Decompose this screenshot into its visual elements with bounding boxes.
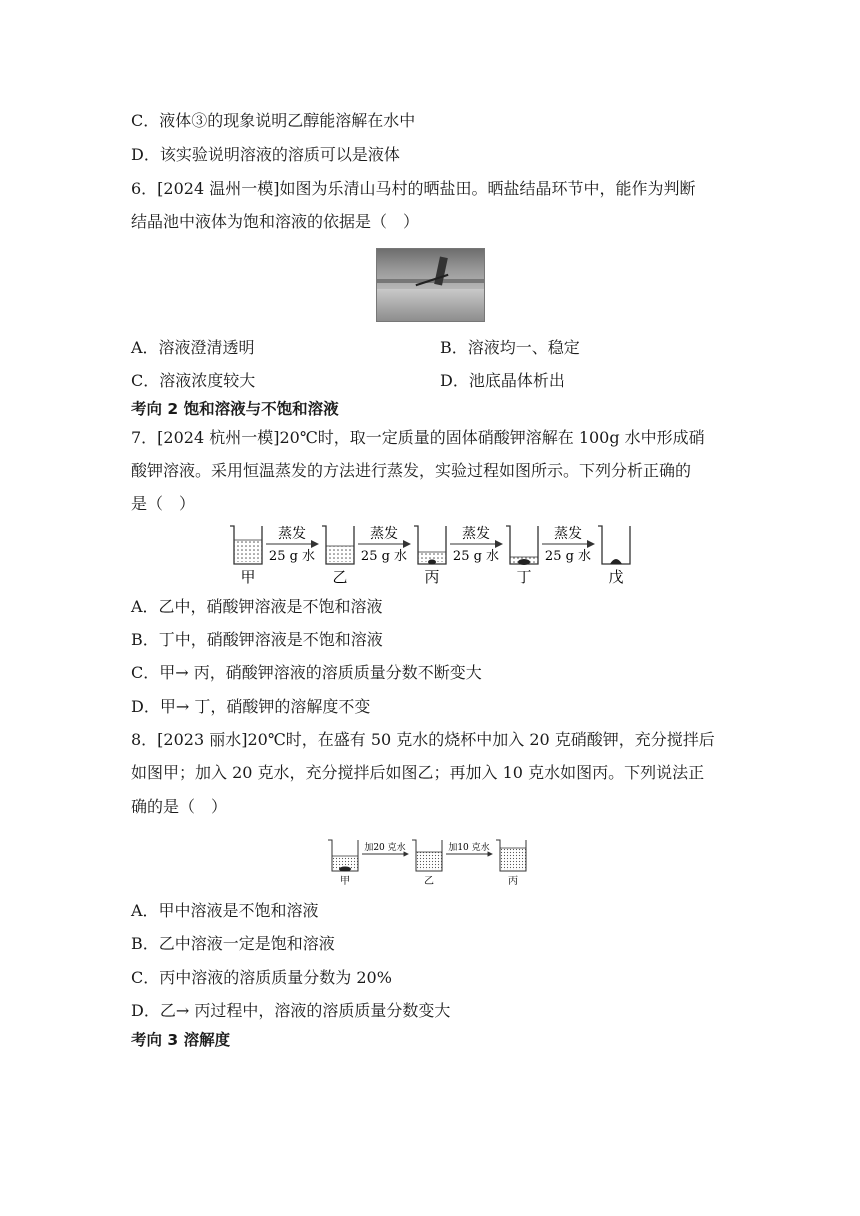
section-heading-2: 考向 2 饱和溶液与不饱和溶液 bbox=[131, 400, 339, 418]
q7-option-c: C．甲→ 丙，硝酸钾溶液的溶质质量分数不断变大 bbox=[131, 663, 482, 682]
q7-option-d: D．甲→ 丁，硝酸钾的溶解度不变 bbox=[131, 697, 371, 716]
q8-option-a: A．甲中溶液是不饱和溶液 bbox=[131, 901, 319, 920]
arrow-label-bottom-3: 25 g 水 bbox=[452, 549, 500, 564]
arrow-label-add20: 加20 克水 bbox=[364, 843, 406, 853]
q5-option-d: D．该实验说明溶液的溶质可以是液体 bbox=[131, 145, 400, 164]
arrow-label-add10: 加10 克水 bbox=[448, 843, 490, 853]
q8-option-b: B．乙中溶液一定是饱和溶液 bbox=[131, 934, 335, 953]
q8-stem-line3: 确的是（ ） bbox=[131, 797, 228, 816]
beaker-label-yi: 乙 bbox=[332, 568, 348, 586]
arrow-label-bottom-4: 25 g 水 bbox=[544, 549, 592, 564]
q7-stem-line1: 7．[2024 杭州一模]20℃时，取一定质量的固体硝酸钾溶解在 100g 水中形成硝 bbox=[131, 428, 705, 447]
beaker-label-ding: 丁 bbox=[516, 568, 532, 586]
beaker-label-bing: 丙 bbox=[424, 568, 440, 586]
q6-option-c: C．溶液浓度较大 bbox=[131, 371, 256, 390]
beaker-yi bbox=[322, 526, 354, 564]
arrow-label-bottom-2: 25 g 水 bbox=[360, 549, 408, 564]
q7-stem-line2: 酸钾溶液。采用恒温蒸发的方法进行蒸发，实验过程如图所示。下列分析正确的 bbox=[131, 461, 692, 480]
beaker-wu bbox=[598, 526, 630, 564]
q6-option-a: A．溶液澄清透明 bbox=[131, 338, 255, 357]
q5-option-c: C．液体③的现象说明乙醇能溶解在水中 bbox=[131, 111, 416, 130]
section-heading-3: 考向 3 溶解度 bbox=[131, 1031, 231, 1049]
q6-stem-line1: 6．[2024 温州一模]如图为乐清山马村的晒盐田。晒盐结晶环节中，能作为判断 bbox=[131, 179, 696, 198]
arrow-label-top-1: 蒸发 bbox=[278, 526, 306, 542]
beaker-yi-8 bbox=[412, 840, 442, 871]
beaker-bing bbox=[414, 526, 446, 565]
beaker-jia-8 bbox=[328, 840, 358, 872]
beaker-label-bing-8: 丙 bbox=[508, 876, 518, 887]
beaker-ding bbox=[506, 526, 538, 565]
q6-option-b: B．溶液均一、稳定 bbox=[440, 338, 580, 357]
q8-option-d: D．乙→ 丙过程中，溶液的溶质质量分数变大 bbox=[131, 1001, 451, 1020]
beaker-label-wu: 戊 bbox=[608, 568, 624, 586]
arrow-label-bottom-1: 25 g 水 bbox=[268, 549, 316, 564]
beaker-label-jia: 甲 bbox=[240, 568, 256, 586]
q8-stem-line1: 8．[2023 丽水]20℃时，在盛有 50 克水的烧杯中加入 20 克硝酸钾，充分搅拌后 bbox=[131, 730, 715, 749]
q7-option-a: A．乙中，硝酸钾溶液是不饱和溶液 bbox=[131, 597, 383, 616]
beaker-bing-8 bbox=[496, 840, 526, 871]
evaporation-diagram bbox=[228, 520, 648, 586]
arrow-label-top-3: 蒸发 bbox=[462, 526, 490, 542]
q6-option-d: D．池底晶体析出 bbox=[440, 371, 565, 390]
salt-field-photo bbox=[376, 248, 485, 322]
q8-option-c: C．丙中溶液的溶质质量分数为 20% bbox=[131, 968, 392, 987]
q6-stem-line2: 结晶池中液体为饱和溶液的依据是（ ） bbox=[131, 212, 420, 231]
dilution-diagram bbox=[326, 836, 532, 888]
arrow-label-top-2: 蒸发 bbox=[370, 526, 398, 542]
beaker-jia bbox=[230, 526, 262, 564]
beaker-label-jia-8: 甲 bbox=[340, 876, 350, 887]
q7-option-b: B．丁中，硝酸钾溶液是不饱和溶液 bbox=[131, 630, 383, 649]
q7-stem-line3: 是（ ） bbox=[131, 494, 196, 513]
q8-stem-line2: 如图甲；加入 20 克水，充分搅拌后如图乙；再加入 10 克水如图丙。下列说法正 bbox=[131, 763, 705, 782]
beaker-label-yi-8: 乙 bbox=[424, 876, 434, 887]
arrow-label-top-4: 蒸发 bbox=[554, 526, 582, 542]
